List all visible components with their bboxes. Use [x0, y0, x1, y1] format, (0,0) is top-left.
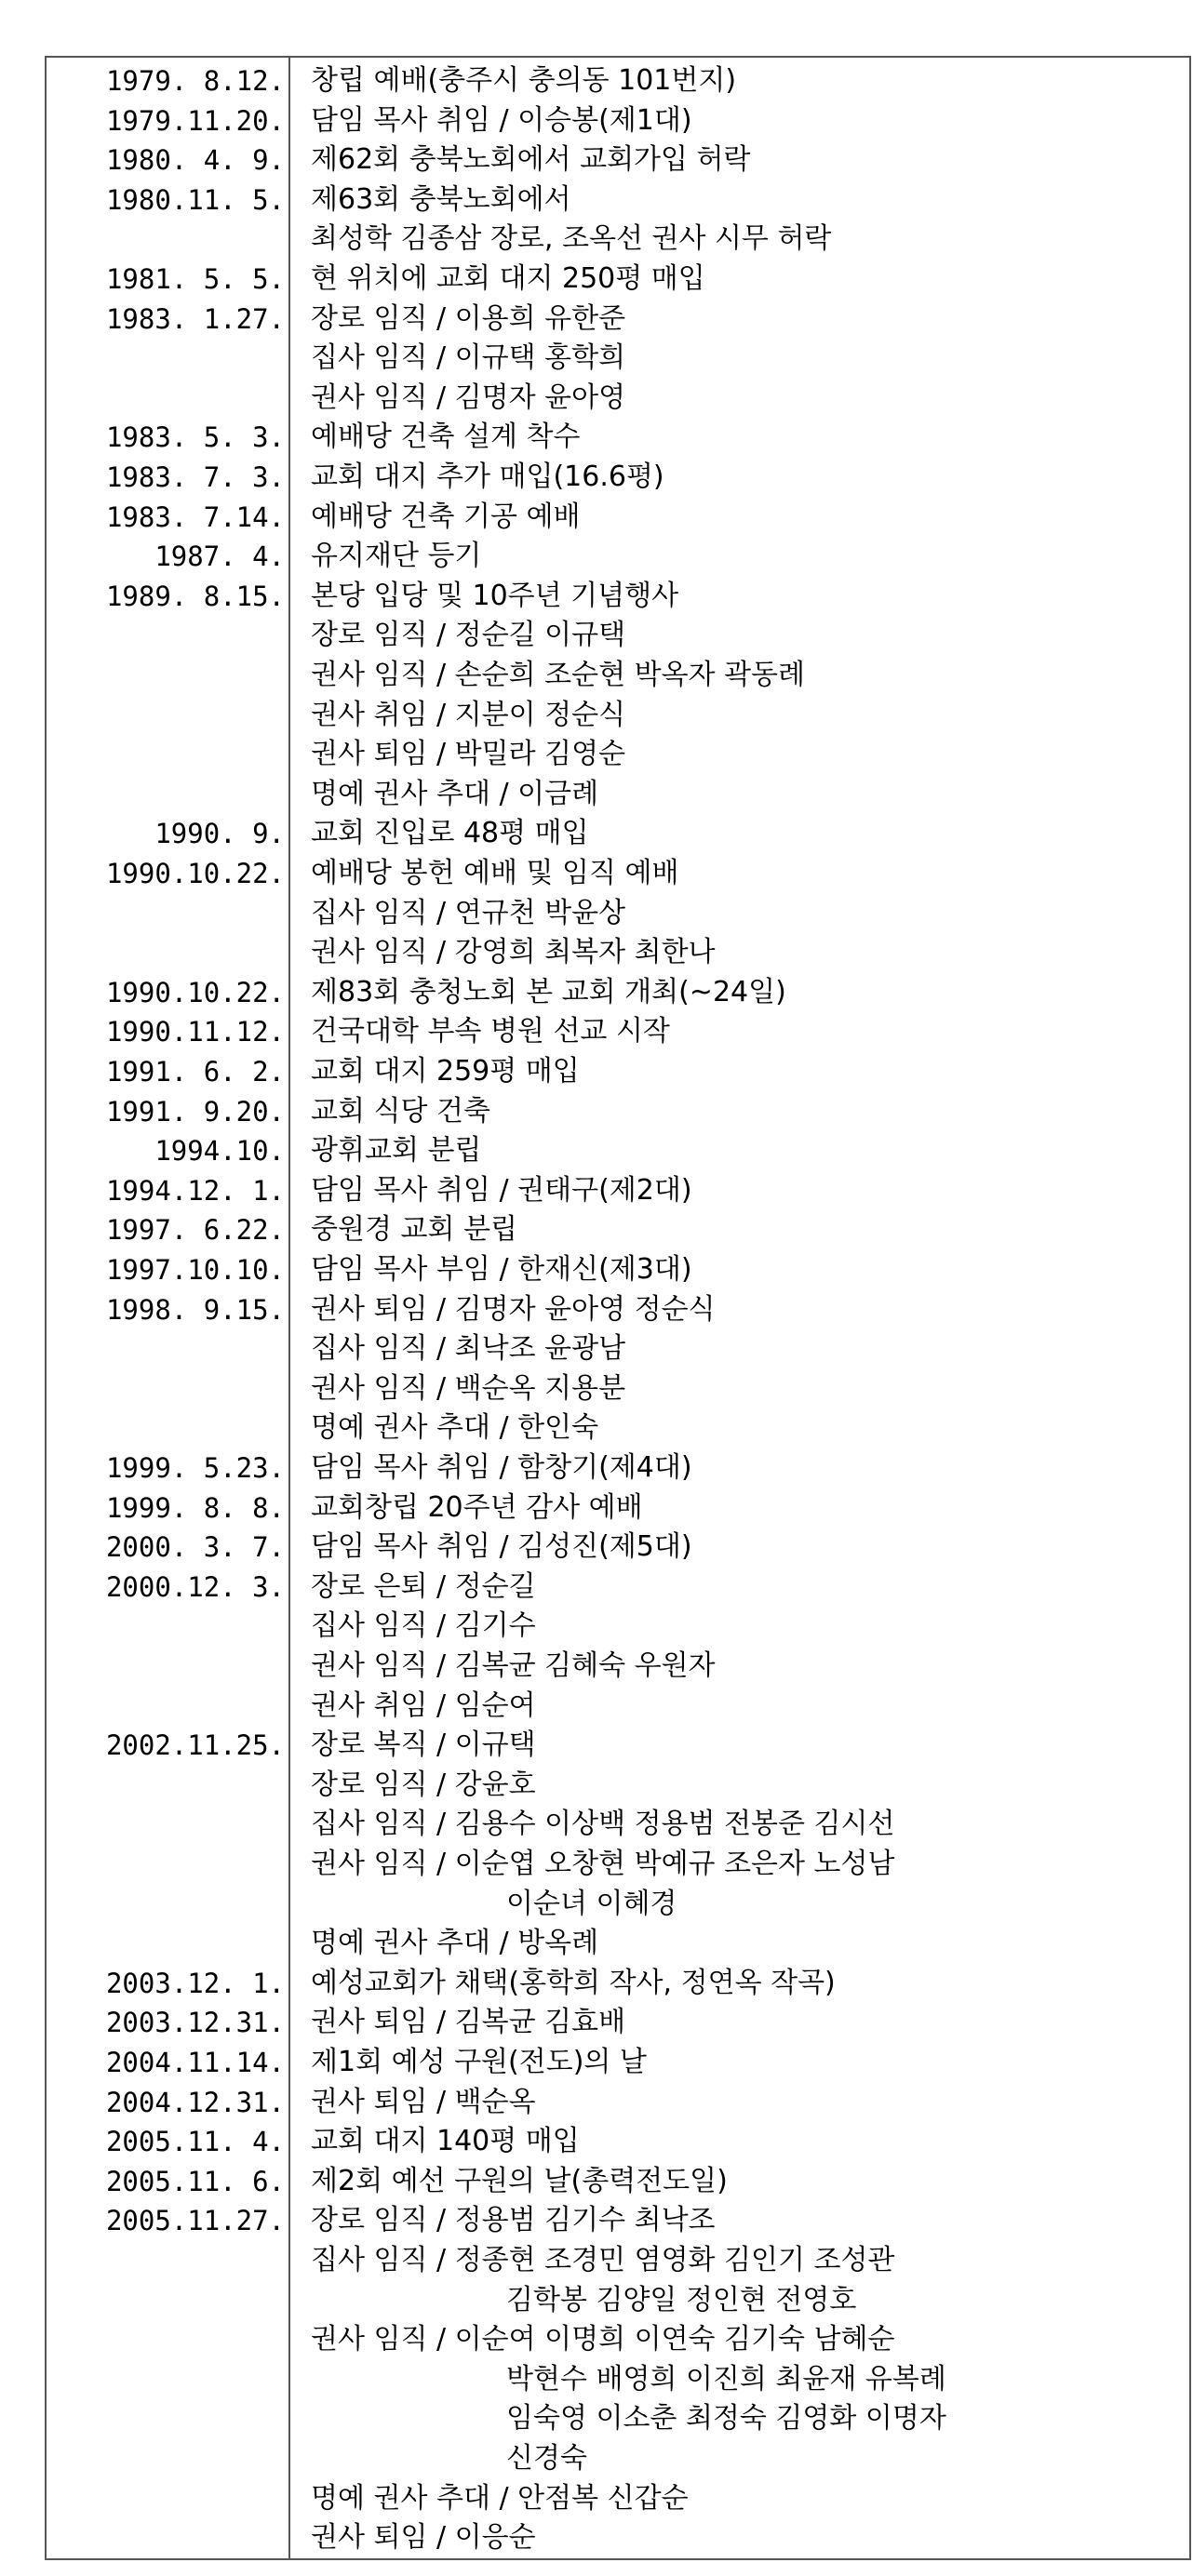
event-description: 권사 퇴임 / 김복균 김효배 [311, 2006, 626, 2039]
event-date: 2000. 3. 7. [105, 1531, 285, 1564]
event-description: 장로 임직 / 강윤호 [311, 1768, 536, 1801]
event-date: 2003.12.31. [105, 2007, 285, 2039]
event-description: 유지재단 등기 [311, 540, 482, 573]
history-row [47, 2201, 1189, 2240]
event-description: 집사 임직 / 김용수 이상백 정용범 전봉준 김시선 [311, 1808, 895, 1841]
history-row [47, 735, 1189, 774]
event-description: 집사 임직 / 연규천 박윤상 [311, 896, 626, 929]
event-description: 김학봉 김양일 정인현 전영호 [506, 2283, 857, 2316]
event-description: 권사 임직 / 손순희 조순현 박옥자 곽동례 [311, 659, 806, 691]
history-row [47, 1369, 1189, 1408]
event-date: 1980. 4. 9. [105, 144, 285, 177]
history-row [47, 379, 1189, 418]
history-row [47, 2439, 1189, 2478]
history-row [47, 180, 1189, 220]
history-row [47, 616, 1189, 655]
event-description: 담임 목사 취임 / 이승봉(제1대) [311, 103, 692, 137]
history-row [47, 1171, 1189, 1210]
event-description: 현 위치에 교회 대지 250평 매입 [311, 262, 705, 295]
history-row [47, 1607, 1189, 1646]
history-row [47, 1845, 1189, 1884]
event-description: 장로 임직 / 정용범 김기수 최낙조 [311, 2204, 716, 2237]
event-description: 최성학 김종삼 장로, 조옥선 권사 시무 허락 [311, 222, 832, 256]
event-date: 1979.11.20. [105, 104, 285, 137]
history-row [47, 1726, 1189, 1765]
event-description: 명예 권사 추대 / 한인숙 [311, 1411, 599, 1445]
event-description: 제2회 예선 구원의 날(총력전도일) [311, 2164, 728, 2197]
history-row [47, 2043, 1189, 2082]
event-date: 2005.11.27. [105, 2205, 285, 2237]
event-date: 1983. 7.14. [105, 501, 285, 533]
event-description: 광휘교회 분립 [311, 1134, 482, 1168]
event-date: 2005.11. 4. [105, 2126, 285, 2158]
history-row [47, 1568, 1189, 1607]
event-date: 1997. 6.22. [105, 1214, 285, 1247]
event-description: 교회 대지 추가 매입(16.6평) [311, 460, 664, 493]
history-row [47, 1290, 1189, 1329]
history-row [47, 220, 1189, 259]
history-row [47, 2399, 1189, 2438]
history-row [47, 1250, 1189, 1289]
event-description: 권사 퇴임 / 이응순 [311, 2521, 536, 2555]
event-description: 교회 식당 건축 [311, 1094, 490, 1128]
history-row [47, 1805, 1189, 1844]
event-date: 1994.12. 1. [105, 1174, 285, 1207]
event-date: 1980.11. 5. [105, 183, 285, 216]
event-description: 임숙영 이소춘 최정숙 김영화 이명자 [506, 2402, 946, 2436]
event-date: 1983. 1.27. [105, 302, 285, 335]
history-row [47, 2162, 1189, 2201]
event-description: 교회 진입로 48평 매입 [311, 817, 589, 850]
history-row [47, 696, 1189, 735]
history-row [47, 2083, 1189, 2122]
event-description: 집사 임직 / 최낙조 윤광남 [311, 1332, 626, 1366]
history-table [45, 56, 1191, 2560]
event-date: 1981. 5. 5. [105, 263, 285, 295]
event-description: 권사 취임 / 임순여 [311, 1688, 536, 1722]
history-row [47, 537, 1189, 576]
event-date: 1989. 8.15. [105, 580, 285, 612]
event-description: 담임 목사 부임 / 한재신(제3대) [311, 1253, 692, 1286]
event-description: 권사 임직 / 김명자 윤아영 [311, 380, 626, 414]
event-date: 1987. 4. [154, 541, 285, 573]
history-row [47, 2518, 1189, 2557]
history-row [47, 1687, 1189, 1726]
history-row [47, 1052, 1189, 1091]
event-description: 신경숙 [506, 2442, 587, 2475]
history-row [47, 300, 1189, 339]
event-description: 본당 입당 및 10주년 기념행사 [311, 579, 679, 612]
history-row [47, 260, 1189, 299]
history-row [47, 418, 1189, 457]
event-description: 박현수 배영희 이진희 최윤재 유복례 [506, 2362, 946, 2396]
event-description: 권사 임직 / 백순옥 지용분 [311, 1371, 626, 1405]
event-date: 1991. 9.20. [105, 1095, 285, 1128]
event-description: 교회 대지 140평 매입 [311, 2125, 580, 2158]
history-row [47, 1766, 1189, 1805]
event-description: 이순녀 이혜경 [506, 1887, 677, 1920]
event-description: 권사 임직 / 김복균 김혜숙 우원자 [311, 1649, 716, 1682]
event-date: 1990.11.12. [105, 1016, 285, 1048]
history-row [47, 458, 1189, 497]
history-row [47, 1408, 1189, 1448]
event-description: 담임 목사 취임 / 권태구(제2대) [311, 1173, 692, 1207]
event-description: 창립 예배(충주시 충의동 101번지) [311, 64, 737, 97]
history-row [47, 101, 1189, 140]
event-date: 1990. 9. [154, 818, 285, 850]
event-description: 담임 목사 취임 / 김성진(제5대) [311, 1530, 692, 1564]
history-row [47, 1012, 1189, 1051]
event-date: 1991. 6. 2. [105, 1056, 285, 1088]
event-date: 1990.10.22. [105, 858, 285, 889]
event-description: 명예 권사 추대 / 안점복 신갑순 [311, 2481, 689, 2515]
history-row [47, 2122, 1189, 2161]
event-date: 1990.10.22. [105, 976, 285, 1008]
event-description: 예성교회가 채택(홍학희 작사, 정연옥 작곡) [311, 1966, 836, 1999]
history-row [47, 894, 1189, 933]
history-row [47, 1210, 1189, 1249]
history-row [47, 1329, 1189, 1368]
history-row [47, 973, 1189, 1012]
event-date: 1983. 7. 3. [105, 461, 285, 493]
event-date: 2005.11. 6. [105, 2165, 285, 2197]
event-description: 장로 은퇴 / 정순길 [311, 1569, 536, 1603]
event-description: 장로 임직 / 이용희 유한준 [311, 301, 626, 335]
event-date: 1999. 5.23. [105, 1452, 285, 1484]
event-date: 1997.10.10. [105, 1254, 285, 1286]
event-description: 제1회 예성 구원(전도)의 날 [311, 2046, 647, 2078]
history-row [47, 933, 1189, 972]
history-row [47, 1924, 1189, 1963]
event-description: 명예 권사 추대 / 방옥례 [311, 1927, 599, 1960]
event-description: 예배당 건축 설계 착수 [311, 420, 581, 454]
event-description: 제63회 충북노회에서 [311, 182, 571, 216]
event-description: 권사 임직 / 이순여 이명희 이연숙 김기숙 남혜순 [311, 2323, 895, 2356]
event-description: 장로 임직 / 정순길 이규택 [311, 619, 626, 652]
event-description: 권사 임직 / 강영희 최복자 최한나 [311, 936, 716, 969]
history-row [47, 1885, 1189, 1924]
event-date: 1979. 8.12. [105, 65, 285, 97]
event-description: 권사 취임 / 지분이 정순식 [311, 698, 626, 731]
event-description: 집사 임직 / 이규택 홍학희 [311, 341, 626, 375]
history-row [47, 1964, 1189, 2003]
event-date: 1999. 8. 8. [105, 1491, 285, 1524]
history-row [47, 814, 1189, 853]
event-date: 2004.11.14. [105, 2047, 285, 2078]
event-date: 1998. 9.15. [105, 1293, 285, 1326]
history-row [47, 854, 1189, 893]
event-description: 담임 목사 취임 / 함창기(제4대) [311, 1451, 692, 1484]
event-description: 명예 권사 추대 / 이금례 [311, 777, 599, 810]
event-description: 제62회 충북노회에서 교회가입 허락 [311, 143, 751, 177]
history-row [47, 577, 1189, 616]
event-description: 예배당 건축 기공 예배 [311, 500, 581, 533]
event-date: 2004.12.31. [105, 2086, 285, 2118]
history-row [47, 2241, 1189, 2280]
event-date: 1994.10. [154, 1135, 285, 1168]
history-row [47, 140, 1189, 180]
history-row [47, 775, 1189, 814]
event-description: 건국대학 부속 병원 선교 시작 [311, 1015, 670, 1048]
history-row [47, 339, 1189, 378]
history-row [47, 1448, 1189, 1488]
history-row [47, 1528, 1189, 1567]
history-row [47, 656, 1189, 695]
history-row [47, 498, 1189, 537]
event-date: 2000.12. 3. [105, 1570, 285, 1603]
history-row [47, 2003, 1189, 2042]
event-description: 제83회 충청노회 본 교회 개최(~24일) [311, 975, 786, 1008]
event-description: 교회창립 20주년 감사 예배 [311, 1490, 643, 1524]
history-row [47, 61, 1189, 100]
event-date: 2003.12. 1. [105, 1967, 285, 1999]
event-description: 권사 임직 / 이순엽 오창현 박예규 조은자 노성남 [311, 1848, 895, 1880]
event-description: 집사 임직 / 김기수 [311, 1609, 536, 1643]
history-row [47, 1092, 1189, 1131]
event-description: 집사 임직 / 정종현 조경민 염영화 김인기 조성관 [311, 2244, 895, 2276]
event-description: 권사 퇴임 / 박밀라 김영순 [311, 738, 626, 771]
event-description: 중원경 교회 분립 [311, 1213, 517, 1247]
event-description: 교회 대지 259평 매입 [311, 1055, 580, 1088]
event-date: 2002.11.25. [105, 1729, 285, 1762]
event-description: 권사 퇴임 / 백순옥 [311, 2085, 536, 2118]
event-description: 권사 퇴임 / 김명자 윤아영 정순식 [311, 1292, 716, 1326]
event-description: 예배당 봉헌 예배 및 임직 예배 [311, 857, 679, 889]
history-row [47, 2281, 1189, 2320]
event-description: 장로 복직 / 이규택 [311, 1728, 536, 1762]
history-row [47, 2479, 1189, 2518]
history-row [47, 2320, 1189, 2359]
history-row [47, 1131, 1189, 1170]
history-row [47, 1488, 1189, 1528]
history-row [47, 1647, 1189, 1686]
event-date: 1983. 5. 3. [105, 421, 285, 454]
history-row [47, 2360, 1189, 2399]
